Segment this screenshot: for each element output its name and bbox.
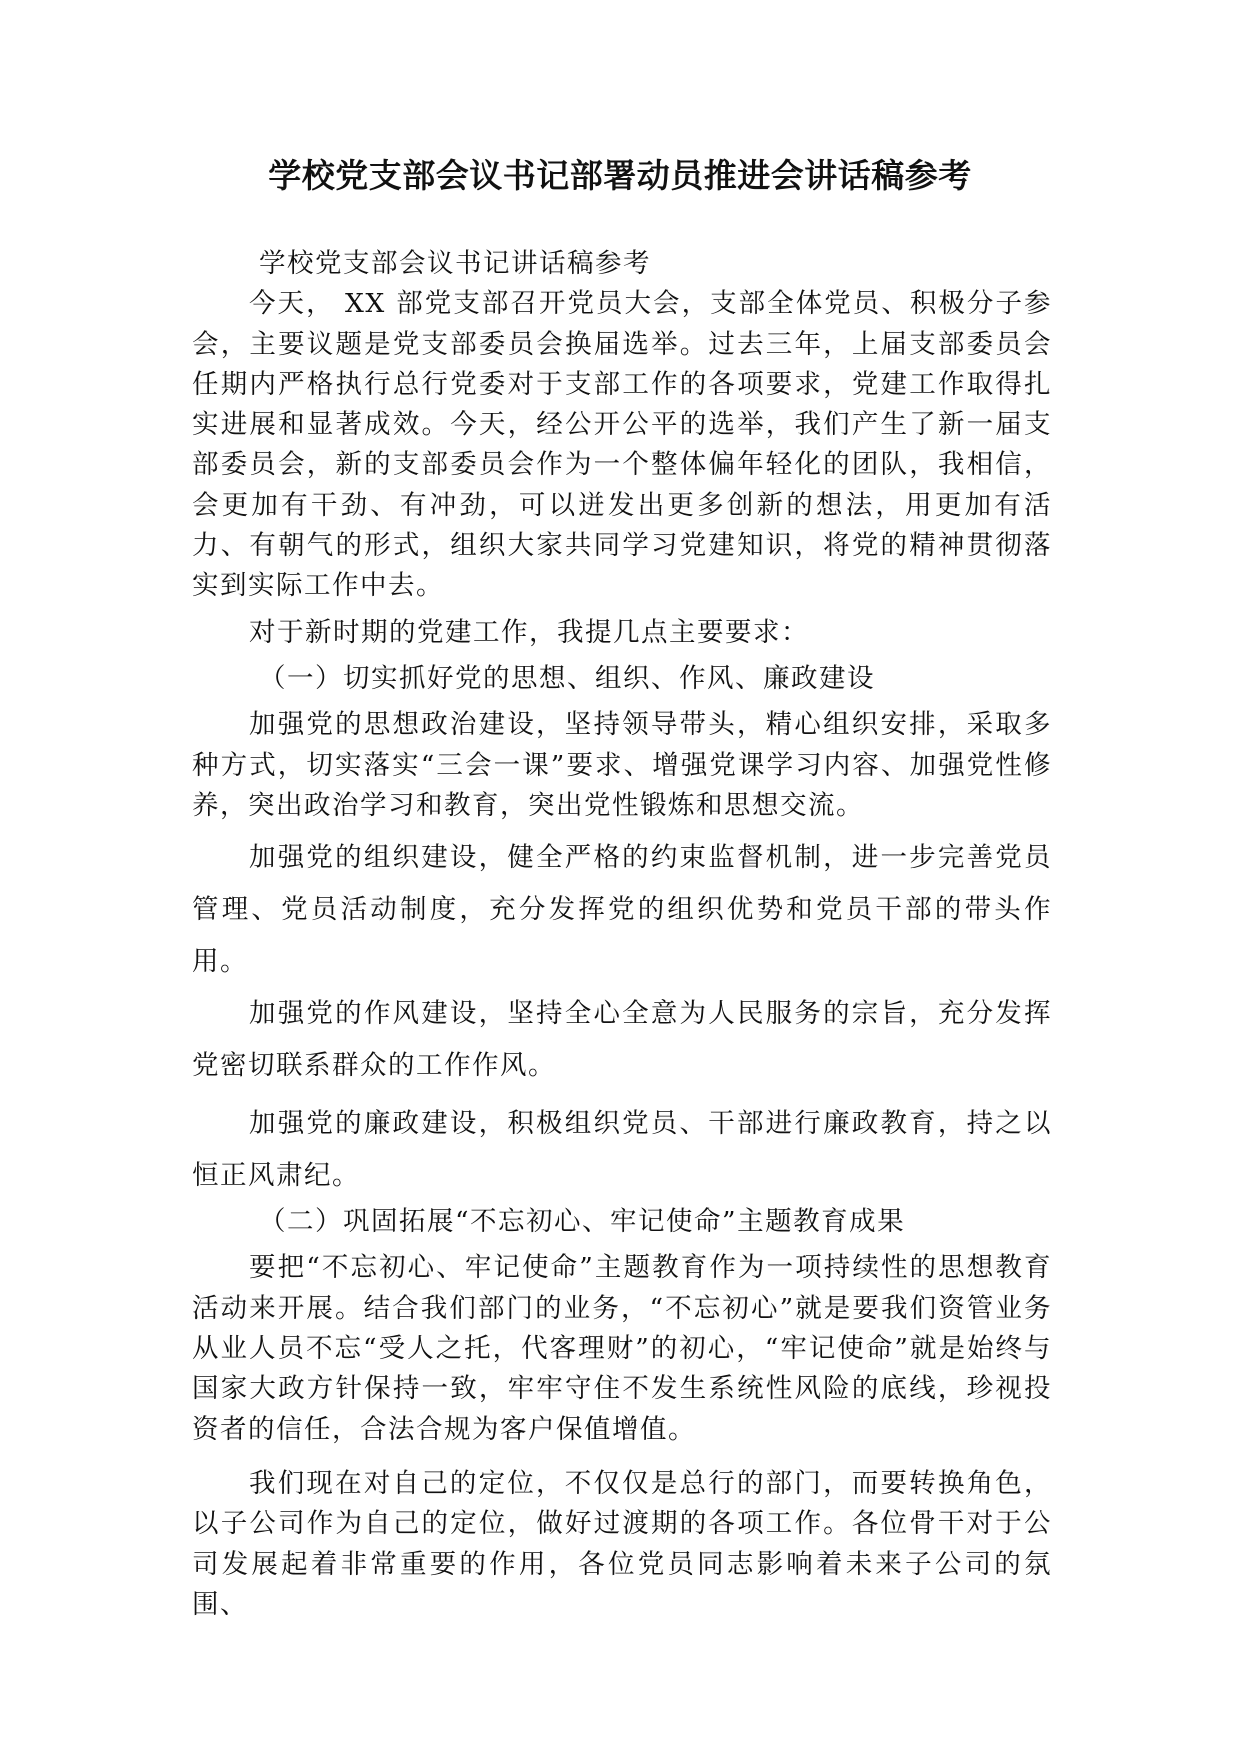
intro-paragraph: 今天， XX 部党支部召开党员大会，支部全体党员、积极分子参会，主要议题是党支部委员会换届选举。过去三年，上届支部委员会任期内严格执行总行党委对于支部工作的各项要求，党建工作取得扎实进展和显著成效。今天，经公开公平的选举，我们产生了新一届支部委员会，新的支部委员会作为一个整体偏年轻化的团队，我相信，会更加有干劲、有冲劲，可以迸发出更多创新的想法，用更加有活力、有朝气的形式，组织大家共同学习党建知识，将党的精神贯彻落实到实际工作中去。 (192, 288, 1052, 602)
section-heading-1: （一）切实抓好党的思想、组织、作风、廉政建设 (259, 662, 875, 694)
body-paragraph: 加强党的廉政建设，积极组织党员、干部进行廉政教育，持之以恒正风肃纪。 (192, 1108, 1052, 1192)
document-title: 学校党支部会议书记部署动员推进会讲话稿参考 (268, 156, 972, 195)
section-heading-2: （二）巩固拓展“不忘初心、牢记使命”主题教育成果 (259, 1206, 906, 1238)
requirements-lead-paragraph: 对于新时期的党建工作，我提几点主要要求： (249, 616, 809, 648)
subtitle-paragraph: 学校党支部会议书记讲话稿参考 (259, 248, 651, 279)
body-paragraph: 加强党的思想政治建设，坚持领导带头，精心组织安排，采取多种方式，切实落实“三会一课”要求、增强党课学习内容、加强党性修养，突出政治学习和教育，突出党性锻炼和思想交流。 (192, 709, 1052, 821)
body-paragraph: 我们现在对自己的定位，不仅仅是总行的部门，而要转换角色，以子公司作为自己的定位，做好过渡期的各项工作。各位骨干对于公司发展起着非常重要的作用，各位党员同志影响着未来子公司的氛围、 (192, 1467, 1052, 1620)
body-paragraph: 要把“不忘初心、牢记使命”主题教育作为一项持续性的思想教育活动来开展。结合我们部门的业务，“不忘初心”就是要我们资管业务从业人员不忘“受人之托，代客理财”的初心，“牢记使命”就是始终与国家大政方针保持一致，牢牢守住不发生系统性风险的底线，珍视投资者的信任，合法合规为客户保值增值。 (192, 1252, 1052, 1445)
body-paragraph: 加强党的组织建设，健全严格的约束监督机制，进一步完善党员管理、党员活动制度，充分发挥党的组织优势和党员干部的带头作用。 (192, 842, 1052, 978)
document-body (192, 244, 1052, 1625)
body-paragraph: 加强党的作风建设，坚持全心全意为人民服务的宗旨，充分发挥党密切联系群众的工作作风。 (192, 998, 1052, 1082)
